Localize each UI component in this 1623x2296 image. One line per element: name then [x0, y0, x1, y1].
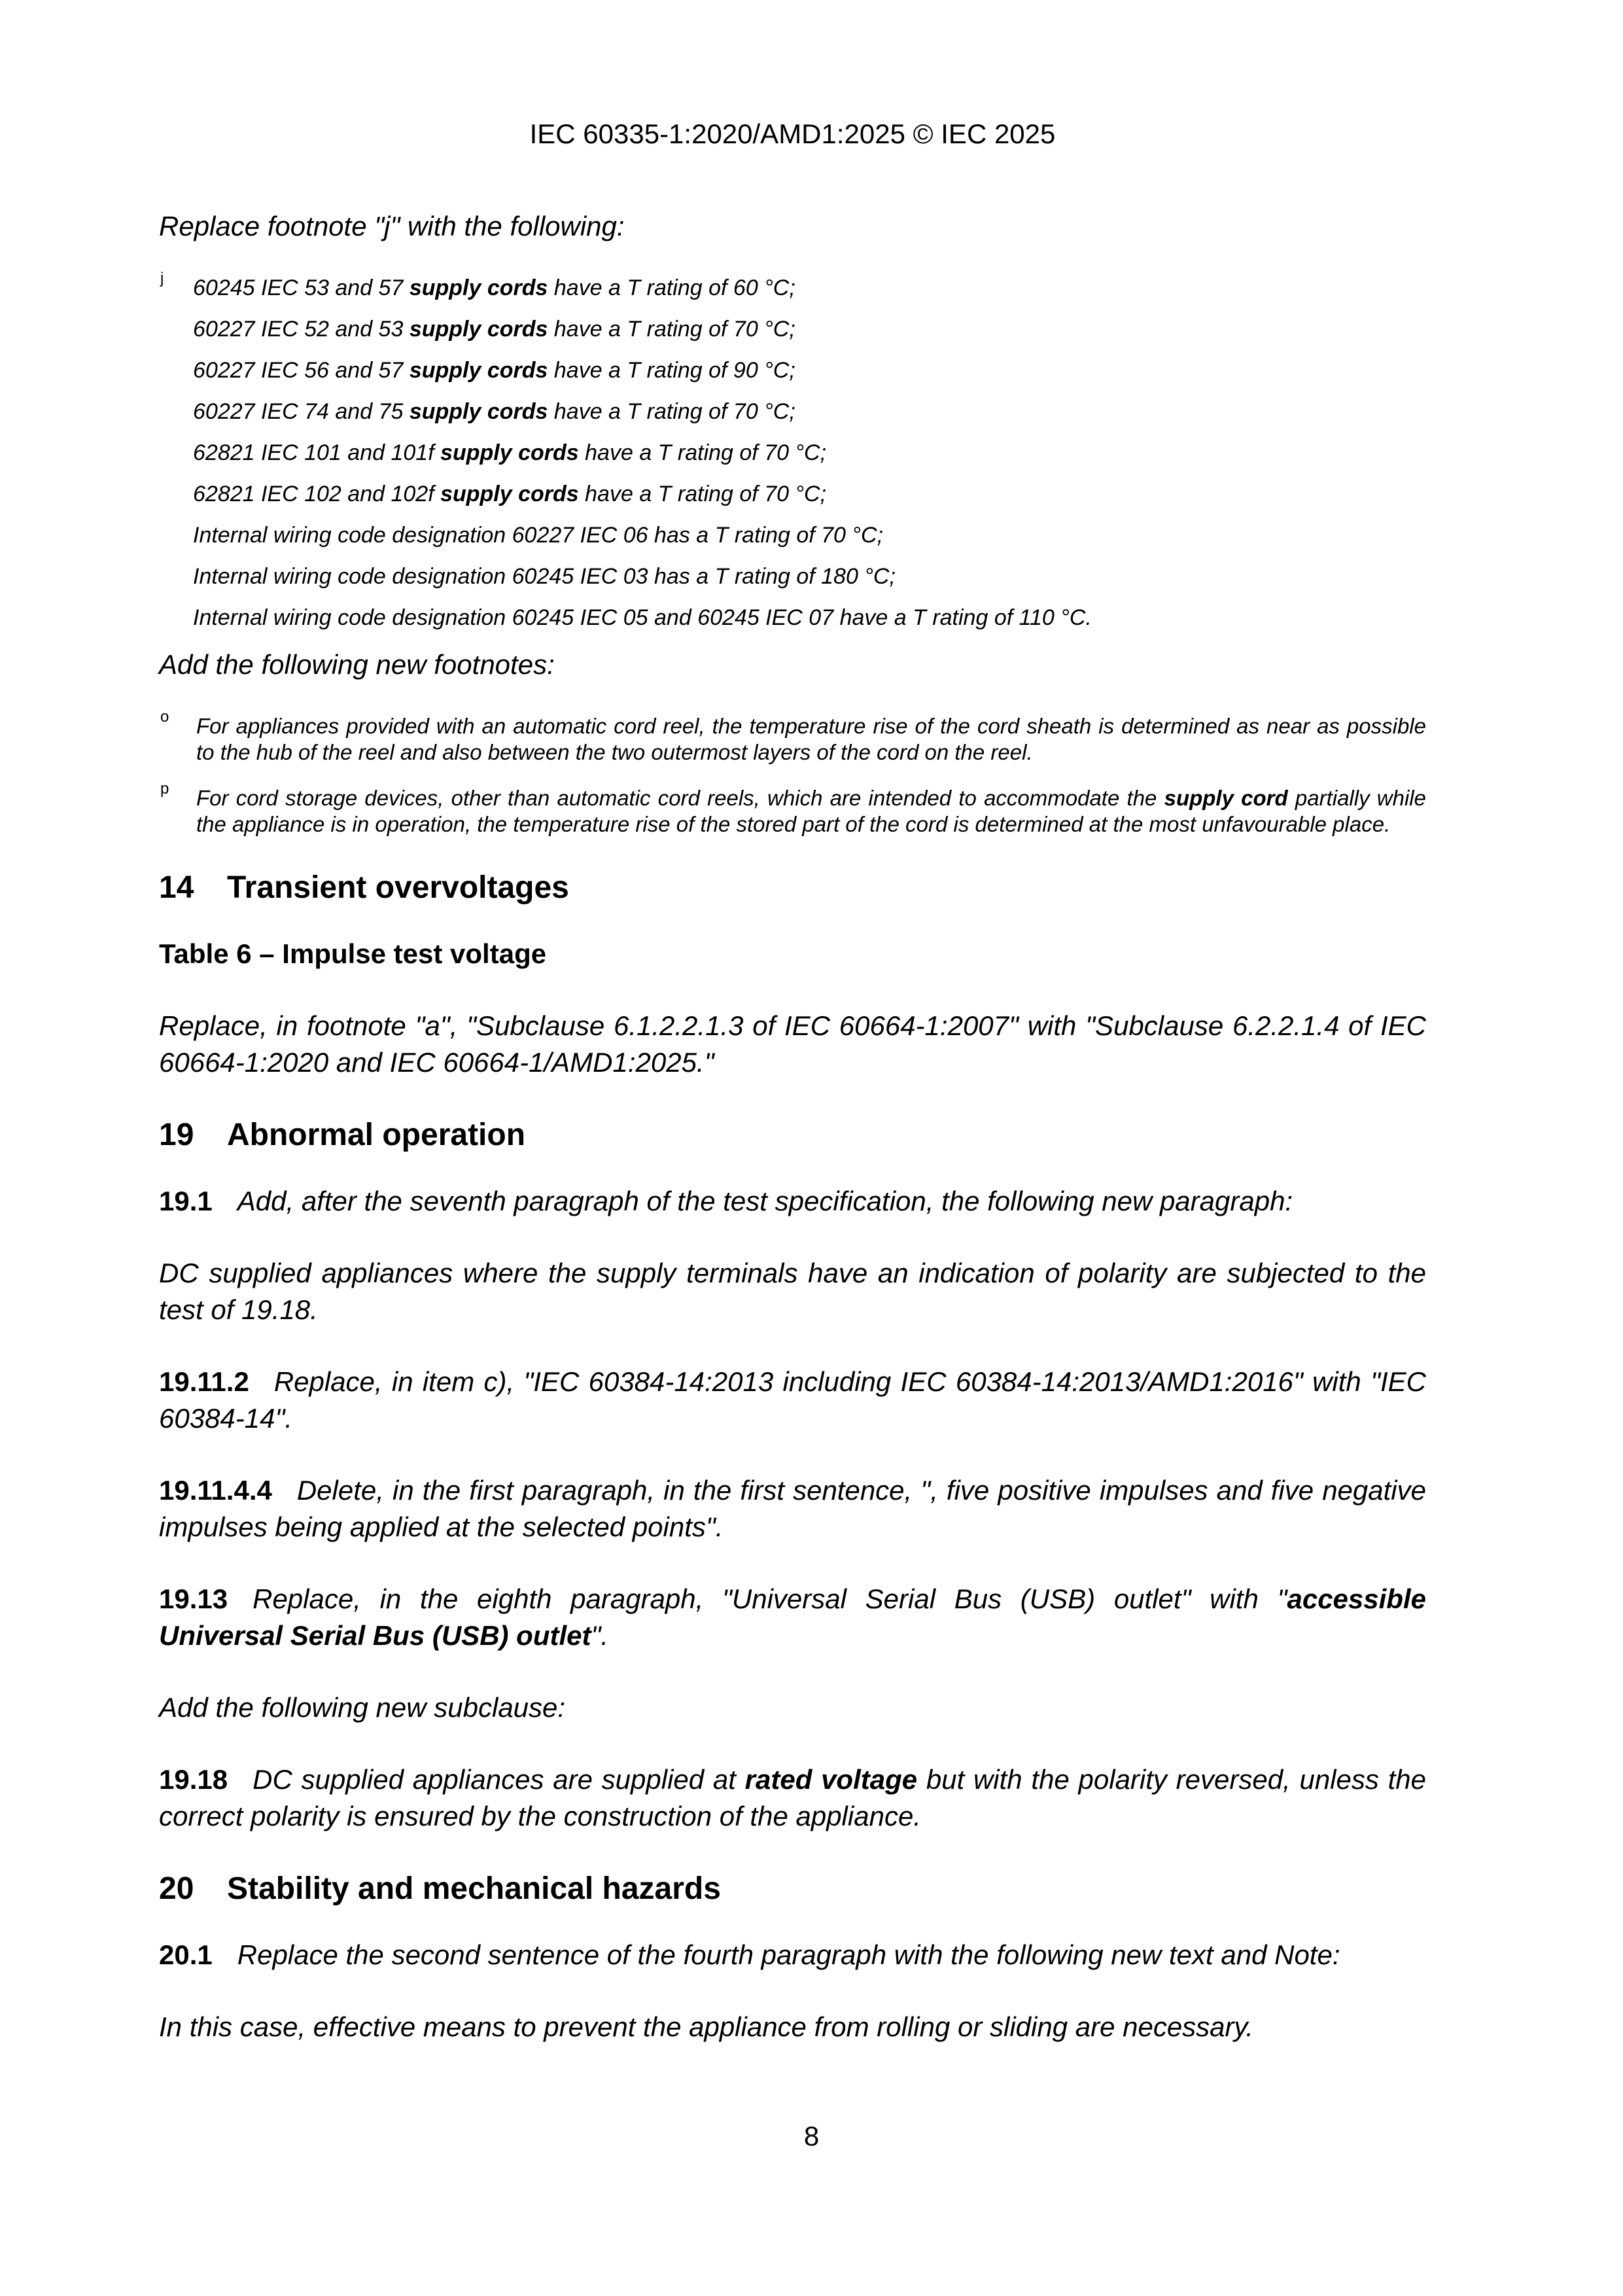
- clause-title: Transient overvoltages: [227, 870, 569, 905]
- item-text: 60227 IEC 74 and 75: [193, 399, 410, 424]
- footnote-j-item-6: [193, 481, 1426, 507]
- document-header: IEC 60335-1:2020/AMD1:2025 © IEC 2025: [529, 118, 1056, 149]
- instruction-text: ".: [591, 1620, 609, 1651]
- item-text: 60227 IEC 52 and 53: [193, 317, 410, 342]
- bold-term: supply cords: [409, 399, 548, 424]
- subclause-number: 19.1: [159, 1186, 213, 1216]
- footnote-j-item-2: [193, 316, 1426, 342]
- clause-14-instruction: Replace, in footnote "a", "Subclause 6.1.2.2.1.3 of IEC 60664-1:2007" with "Subclause 6.2.2.1.4 of IEC 60664-1:2020 and IEC 60664-1/AMD1:2025.": [159, 1010, 1426, 1078]
- clause-number: 14: [159, 870, 194, 905]
- footnote-text: partially while the appliance is in operation, the temperature rise of the stored part of the cord is determined at the most unfavourable place.: [196, 786, 1426, 836]
- table-6-caption: Table 6 – Impulse test voltage: [159, 938, 547, 969]
- item-text: have a T rating of 70 °C;: [548, 399, 795, 424]
- item-text: 60245 IEC 53 and 57: [193, 275, 410, 300]
- item-text: have a T rating of 70 °C;: [548, 317, 795, 342]
- footnote-p: [159, 780, 1426, 838]
- instruction-replace-footnote-j: Replace footnote "j" with the following:: [159, 211, 625, 241]
- subclause-number: 19.18: [159, 1764, 228, 1795]
- clause-19-heading: [159, 1116, 1426, 1154]
- item-text: 62821 IEC 101 and 101f: [193, 440, 441, 465]
- item-text: have a T rating of 90 °C;: [548, 358, 795, 383]
- item-text: Internal wiring code designation 60227 IEC 06 has a T rating of 70 °C;: [193, 523, 884, 548]
- footnote-j-item-5: [193, 440, 1426, 466]
- footnote-text: For cord storage devices, other than automatic cord reels, which are intended to accommodate the: [196, 786, 1164, 810]
- footnote-o: [159, 708, 1426, 766]
- bold-term: supply cords: [409, 317, 548, 342]
- footnote-p-marker: p: [160, 780, 169, 798]
- item-text: Internal wiring code designation 60245 IEC 05 and 60245 IEC 07 have a T rating of 110 °C.: [193, 605, 1092, 630]
- clause-20-heading: [159, 1870, 1426, 1908]
- subclause-number: 20.1: [159, 1939, 213, 1970]
- footnote-o-text: For appliances provided with an automatic cord reel, the temperature rise of the cord sheath is determined as near as possible to the hub of the reel and also between the two outermost layers of the cord on the reel.: [196, 714, 1426, 764]
- paragraph-19-1-new-text: DC supplied appliances where the supply terminals have an indication of polarity are subjected to the test of 19.18.: [159, 1258, 1426, 1325]
- item-text: have a T rating of 70 °C;: [578, 440, 827, 465]
- footnote-j-marker: j: [160, 270, 164, 287]
- item-text: have a T rating of 60 °C;: [548, 275, 795, 300]
- item-text: 62821 IEC 102 and 102f: [193, 482, 441, 506]
- footnote-j-item-4: [193, 398, 1426, 425]
- requirement-text: but with the polarity reversed, unless the correct polarity is ensured by the construction of the appliance.: [159, 1764, 1426, 1831]
- subclause-number: 19.13: [159, 1583, 228, 1614]
- bold-term: rated voltage: [744, 1764, 918, 1795]
- subclause-number: 19.11.4.4: [159, 1475, 272, 1506]
- subclause-19-18-text: [159, 1761, 1426, 1835]
- bold-term: supply cords: [409, 358, 548, 383]
- item-text: 60227 IEC 56 and 57: [193, 358, 410, 383]
- footnote-j-item-9: [193, 605, 1426, 631]
- bold-term: supply cords: [409, 275, 548, 300]
- clause-number: 19: [159, 1118, 194, 1152]
- instruction-text: Add, after the seventh paragraph of the test specification, the following new paragraph:: [237, 1186, 1293, 1216]
- instruction-add-subclause: Add the following new subclause:: [159, 1692, 566, 1723]
- subclause-19-11-2-instruction: [159, 1364, 1426, 1437]
- footnote-j-item-7: [193, 522, 1426, 548]
- subclause-19-13-instruction: [159, 1581, 1426, 1654]
- subclause-19-1-instruction: [159, 1183, 1426, 1220]
- bold-term: supply cord: [1164, 786, 1288, 810]
- paragraph-20-1-new-text: In this case, effective means to prevent the appliance from rolling or sliding are necessary.: [159, 2011, 1254, 2042]
- footnote-p-text: [196, 785, 1426, 838]
- instruction-add-footnotes: Add the following new footnotes:: [159, 649, 555, 680]
- bold-term: accessible Universal Serial Bus (USB) outlet: [159, 1583, 1426, 1651]
- subclause-19-11-4-4-instruction: [159, 1472, 1426, 1545]
- page-number: 8: [803, 2121, 820, 2151]
- footnote-j-block: [159, 270, 1426, 631]
- requirement-text: DC supplied appliances are supplied at: [253, 1764, 745, 1795]
- instruction-text: Replace, in the eighth paragraph, "Universal Serial Bus (USB) outlet" with ": [253, 1583, 1287, 1614]
- subclause-number: 19.11.2: [159, 1366, 249, 1397]
- instruction-text: Replace the second sentence of the fourth paragraph with the following new text and Note:: [237, 1939, 1340, 1970]
- footnote-o-marker: o: [160, 708, 169, 726]
- footnote-j-item-3: [193, 357, 1426, 383]
- item-text: have a T rating of 70 °C;: [578, 482, 827, 506]
- item-text: Internal wiring code designation 60245 IEC 03 has a T rating of 180 °C;: [193, 564, 896, 589]
- footnote-j-item-1: [193, 275, 1426, 301]
- instruction-text: Replace, in item c), "IEC 60384-14:2013 including IEC 60384-14:2013/AMD1:2016" with "IEC 60384-14".: [159, 1366, 1426, 1434]
- bold-term: supply cords: [440, 440, 579, 465]
- clause-title: Abnormal operation: [227, 1118, 526, 1152]
- clause-title: Stability and mechanical hazards: [227, 1871, 721, 1906]
- clause-14-heading: [159, 869, 1426, 907]
- footnote-j-item-8: [193, 563, 1426, 590]
- bold-term: supply cords: [440, 482, 579, 506]
- clause-number: 20: [159, 1871, 194, 1906]
- instruction-text: Delete, in the first paragraph, in the first sentence, ", five positive impulses and five negative impulses being applied at the selected points".: [159, 1475, 1426, 1542]
- subclause-20-1-instruction: [159, 1937, 1426, 1973]
